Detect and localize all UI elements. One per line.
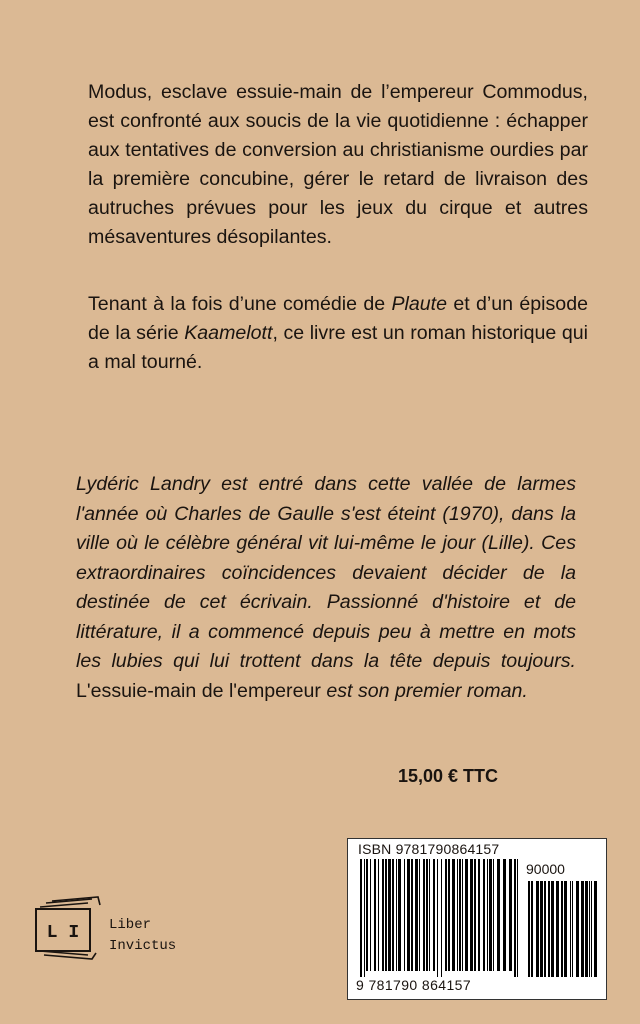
barcode-bars	[358, 859, 598, 979]
barcode-addon-bar	[561, 881, 563, 977]
barcode-bar	[503, 859, 506, 971]
barcode-addon-bar	[540, 881, 543, 977]
barcode-bar	[452, 859, 455, 971]
barcode-addon-number: 90000	[526, 861, 565, 877]
barcode-bar	[407, 859, 410, 971]
barcode-bar	[517, 859, 518, 977]
barcode-bar	[374, 859, 376, 971]
barcode-bar	[366, 859, 368, 971]
isbn-barcode-panel	[347, 838, 607, 1000]
barcode-bar	[423, 859, 425, 971]
barcode-addon-bar	[591, 881, 592, 977]
barcode-bar	[370, 859, 371, 971]
barcode-addon-bar	[536, 881, 539, 977]
barcode-bar	[514, 859, 516, 977]
publisher-name-line-2: Invictus	[109, 938, 177, 954]
barcode-bar	[478, 859, 480, 971]
blurb-text-segment: et d’un épisode de la série	[88, 293, 588, 344]
barcode-bar	[459, 859, 461, 971]
barcode-bar	[509, 859, 512, 971]
barcode-bar	[364, 859, 365, 977]
barcode-addon-bar	[548, 881, 550, 977]
barcode-addon-bar	[544, 881, 546, 977]
barcode-bar	[360, 859, 362, 977]
blurb-text-segment: Tenant à la fois d’une comédie de	[88, 293, 392, 315]
barcode-addon-bar	[551, 881, 554, 977]
barcode-addon-bar	[576, 881, 579, 977]
barcode-addon-bar	[570, 881, 571, 977]
barcode-bar	[457, 859, 458, 971]
publisher-name-line-1: Liber	[109, 917, 152, 933]
bio-italic-text: Lydéric Landry est entré dans cette vallée de larmes l'année où Charles de Gaulle s'est éteint (1970), dans la ville où le célèbre général vit lui-même le jour (Lille). Ces extraordinaires coïncidences devaient décider de la destinée de cet écrivain. Passionné d'histoire et de littérature, il a commencé depuis peu à mettre en mots les lubies qui lui trottent dans la tête depuis toujours.	[76, 473, 576, 672]
barcode-addon-bar	[564, 881, 567, 977]
author-biography	[76, 470, 576, 706]
barcode-bar	[388, 859, 391, 971]
logo-letters: L I	[46, 923, 80, 943]
barcode-bar	[382, 859, 384, 971]
barcode-bar	[497, 859, 500, 971]
barcode-bar	[483, 859, 485, 971]
barcode-bar	[437, 859, 438, 977]
barcode-bar	[411, 859, 413, 971]
barcode-addon-bar	[581, 881, 584, 977]
barcode-addon-bar	[572, 881, 573, 977]
publisher-logo-icon	[32, 893, 102, 963]
barcode-bar	[448, 859, 450, 971]
barcode-bar	[462, 859, 463, 971]
barcode-bar	[404, 859, 405, 971]
barcode-bar	[493, 859, 494, 971]
barcode-bar	[433, 859, 435, 971]
barcode-bar	[385, 859, 387, 971]
barcode-addon-bar	[531, 881, 533, 977]
barcode-bar	[392, 859, 394, 971]
barcode-bar	[489, 859, 492, 971]
book-title-plain: L'essuie-main de l'empereur	[76, 679, 321, 702]
back-cover-blurb-paragraph-2	[88, 290, 588, 377]
barcode-bar	[441, 859, 442, 977]
barcode-bar	[398, 859, 401, 971]
barcode-bar	[429, 859, 430, 971]
barcode-addon-bar	[528, 881, 530, 977]
isbn-label: ISBN 9781790864157	[358, 841, 500, 857]
barcode-bar	[396, 859, 397, 971]
barcode-addon-bar	[594, 881, 597, 977]
barcode-bar	[465, 859, 468, 971]
barcode-digits: 9 781790 864157	[356, 977, 471, 993]
barcode-bar	[415, 859, 418, 971]
blurb-text-segment: , ce livre est un roman historique qui a mal tourné.	[88, 322, 588, 373]
barcode-bar	[474, 859, 476, 971]
barcode-addon-bar	[585, 881, 588, 977]
barcode-bar	[426, 859, 428, 971]
barcode-bar	[487, 859, 488, 971]
publisher-name	[109, 915, 176, 957]
back-cover-blurb-paragraph-1: Modus, esclave essuie-main de l’empereur Commodus, est confronté aux soucis de la vie quotidienne : échapper aux tentatives de conversion au christianisme ourdies par la première concubine, gérer le retard de livraison des autruches prévues pour les jeux du cirque et autres mésaventures désopilantes.	[88, 81, 588, 248]
series-reference-kaamelott: Kaamelott	[184, 322, 273, 344]
barcode-addon-bar	[556, 881, 559, 977]
barcode-bar	[470, 859, 473, 971]
bio-italic-ending: est son premier roman.	[326, 679, 528, 702]
barcode-bar	[445, 859, 447, 971]
author-reference-plaute: Plaute	[391, 293, 448, 315]
barcode-bar	[419, 859, 420, 971]
price-label: 15,00 € TTC	[398, 766, 499, 786]
barcode-bar	[378, 859, 379, 971]
barcode-addon-bar	[589, 881, 590, 977]
